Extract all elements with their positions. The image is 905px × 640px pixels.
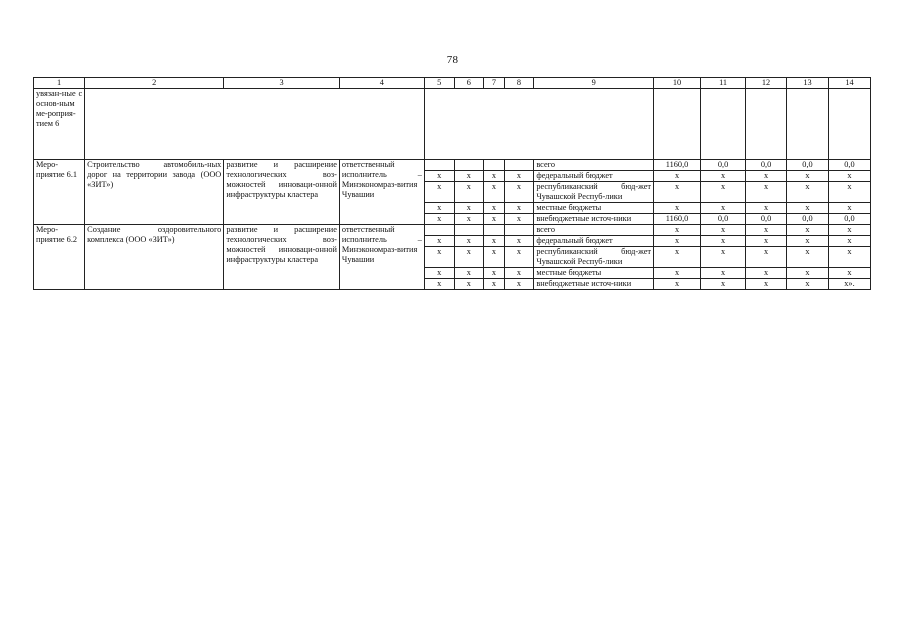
mark-cell: х <box>454 247 484 268</box>
value-cell: х <box>828 225 870 236</box>
value-cell: 1160,0 <box>654 160 701 171</box>
mark-cell: х <box>424 247 454 268</box>
funding-source: внебюджетные источ-ники <box>534 214 654 225</box>
mark-cell: х <box>454 171 484 182</box>
mark-cell: х <box>484 236 504 247</box>
mark-cell: х <box>424 182 454 203</box>
activity-goal: развитие и расширение технологических воз-можностей инноваци-онной инфраструктуры кластера <box>224 225 340 290</box>
column-number: 6 <box>454 78 484 89</box>
column-number: 10 <box>654 78 701 89</box>
activity-id: Меро-приятие 6.2 <box>34 225 85 290</box>
value-cell: х <box>654 268 701 279</box>
column-number: 8 <box>504 78 534 89</box>
mark-cell: х <box>454 279 484 290</box>
activity-executor: ответственный исполнитель – Минэкономраз-вития Чувашии <box>339 225 424 290</box>
funding-source: республиканский бюд-жет Чувашской Респуб-лики <box>534 182 654 203</box>
mark-cell <box>504 225 534 236</box>
value-cell: х <box>828 171 870 182</box>
value-cell: 0,0 <box>746 214 787 225</box>
column-number: 7 <box>484 78 504 89</box>
mark-cell: х <box>424 279 454 290</box>
value-cell: х <box>746 268 787 279</box>
mark-cell <box>484 160 504 171</box>
mark-cell: х <box>504 279 534 290</box>
column-number: 13 <box>787 78 829 89</box>
value-cell: х <box>701 203 746 214</box>
column-number: 5 <box>424 78 454 89</box>
value-cell: х <box>701 268 746 279</box>
activity-executor: ответственный исполнитель – Минэкономраз-вития Чувашии <box>339 160 424 225</box>
funding-source: федеральный бюджет <box>534 236 654 247</box>
funding-row <box>34 160 871 171</box>
value-cell: 1160,0 <box>654 214 701 225</box>
mark-cell <box>454 160 484 171</box>
mark-cell: х <box>424 268 454 279</box>
value-cell: х <box>654 182 701 203</box>
intro-cell: увязан-ные с основ-ным ме-роприя-тием 6 <box>34 89 85 160</box>
mark-cell: х <box>484 203 504 214</box>
value-cell: 0,0 <box>787 214 829 225</box>
value-cell: х <box>787 236 829 247</box>
mark-cell: х <box>484 171 504 182</box>
mark-cell: х <box>504 203 534 214</box>
value-cell: х <box>654 247 701 268</box>
value-cell: х <box>828 182 870 203</box>
mark-cell: х <box>424 171 454 182</box>
value-cell: х <box>654 236 701 247</box>
value-cell: х <box>787 279 829 290</box>
value-cell: х <box>701 279 746 290</box>
value-cell: х <box>746 279 787 290</box>
value-cell: х <box>828 203 870 214</box>
funding-source: местные бюджеты <box>534 203 654 214</box>
value-cell: х <box>787 247 829 268</box>
mark-cell: х <box>504 171 534 182</box>
value-cell: х <box>787 182 829 203</box>
value-cell: х <box>654 171 701 182</box>
value-cell: х <box>746 247 787 268</box>
funding-source: федеральный бюджет <box>534 171 654 182</box>
value-cell: х <box>787 171 829 182</box>
funding-source: всего <box>534 160 654 171</box>
mark-cell <box>424 225 454 236</box>
activity-goal: развитие и расширение технологических воз-можностей инноваци-онной инфраструктуры кластера <box>224 160 340 225</box>
mark-cell: х <box>484 214 504 225</box>
mark-cell: х <box>424 203 454 214</box>
column-number: 2 <box>85 78 224 89</box>
mark-cell: х <box>504 214 534 225</box>
value-cell: 0,0 <box>828 214 870 225</box>
mark-cell <box>484 225 504 236</box>
activity-id: Меро-приятие 6.1 <box>34 160 85 225</box>
value-cell: 0,0 <box>701 160 746 171</box>
mark-cell: х <box>484 182 504 203</box>
value-cell: х <box>746 236 787 247</box>
column-numbers-row <box>34 78 871 89</box>
column-number: 9 <box>534 78 654 89</box>
column-number: 4 <box>339 78 424 89</box>
value-cell: 0,0 <box>746 160 787 171</box>
empty-cell <box>424 89 653 160</box>
value-cell: х <box>701 171 746 182</box>
mark-cell: х <box>454 182 484 203</box>
value-cell: 0,0 <box>828 160 870 171</box>
mark-cell: х <box>454 236 484 247</box>
value-cell: х <box>787 268 829 279</box>
empty-cell <box>828 89 870 160</box>
funding-row <box>34 225 871 236</box>
value-cell: х <box>828 247 870 268</box>
value-cell: х <box>701 247 746 268</box>
mark-cell <box>454 225 484 236</box>
mark-cell: х <box>454 203 484 214</box>
mark-cell: х <box>424 214 454 225</box>
mark-cell: х <box>484 247 504 268</box>
mark-cell: х <box>454 268 484 279</box>
funding-source: местные бюджеты <box>534 268 654 279</box>
value-cell: х <box>787 203 829 214</box>
mark-cell: х <box>504 236 534 247</box>
value-cell: х <box>654 279 701 290</box>
column-number: 1 <box>34 78 85 89</box>
column-number: 14 <box>828 78 870 89</box>
mark-cell: х <box>484 268 504 279</box>
mark-cell <box>504 160 534 171</box>
empty-cell <box>654 89 701 160</box>
funding-source: республиканский бюд-жет Чувашской Респуб-лики <box>534 247 654 268</box>
empty-cell <box>701 89 746 160</box>
value-cell: х <box>787 225 829 236</box>
value-cell: х <box>746 171 787 182</box>
mark-cell <box>424 160 454 171</box>
program-table <box>33 77 871 290</box>
mark-cell: х <box>484 279 504 290</box>
value-cell: 0,0 <box>787 160 829 171</box>
mark-cell: х <box>504 182 534 203</box>
value-cell: х <box>701 236 746 247</box>
funding-source: всего <box>534 225 654 236</box>
value-cell: х». <box>828 279 870 290</box>
value-cell: х <box>701 225 746 236</box>
column-number: 12 <box>746 78 787 89</box>
page-number: 78 <box>446 54 459 66</box>
mark-cell: х <box>504 247 534 268</box>
mark-cell: х <box>504 268 534 279</box>
value-cell: х <box>828 268 870 279</box>
mark-cell: х <box>454 214 484 225</box>
empty-cell <box>787 89 829 160</box>
value-cell: х <box>746 225 787 236</box>
value-cell: х <box>828 236 870 247</box>
value-cell: х <box>746 182 787 203</box>
column-number: 3 <box>224 78 340 89</box>
empty-cell <box>746 89 787 160</box>
activity-name: Строительство автомобиль-ных дорог на территории завода (ООО «ЗИТ») <box>85 160 224 225</box>
value-cell: х <box>654 203 701 214</box>
value-cell: 0,0 <box>701 214 746 225</box>
activity-name: Создание оздоровительного комплекса (ООО «ЗИТ») <box>85 225 224 290</box>
mark-cell: х <box>424 236 454 247</box>
value-cell: х <box>654 225 701 236</box>
column-number: 11 <box>701 78 746 89</box>
funding-source: внебюджетные источ-ники <box>534 279 654 290</box>
value-cell: х <box>746 203 787 214</box>
empty-cell <box>85 89 425 160</box>
intro-row <box>34 89 871 160</box>
value-cell: х <box>701 182 746 203</box>
